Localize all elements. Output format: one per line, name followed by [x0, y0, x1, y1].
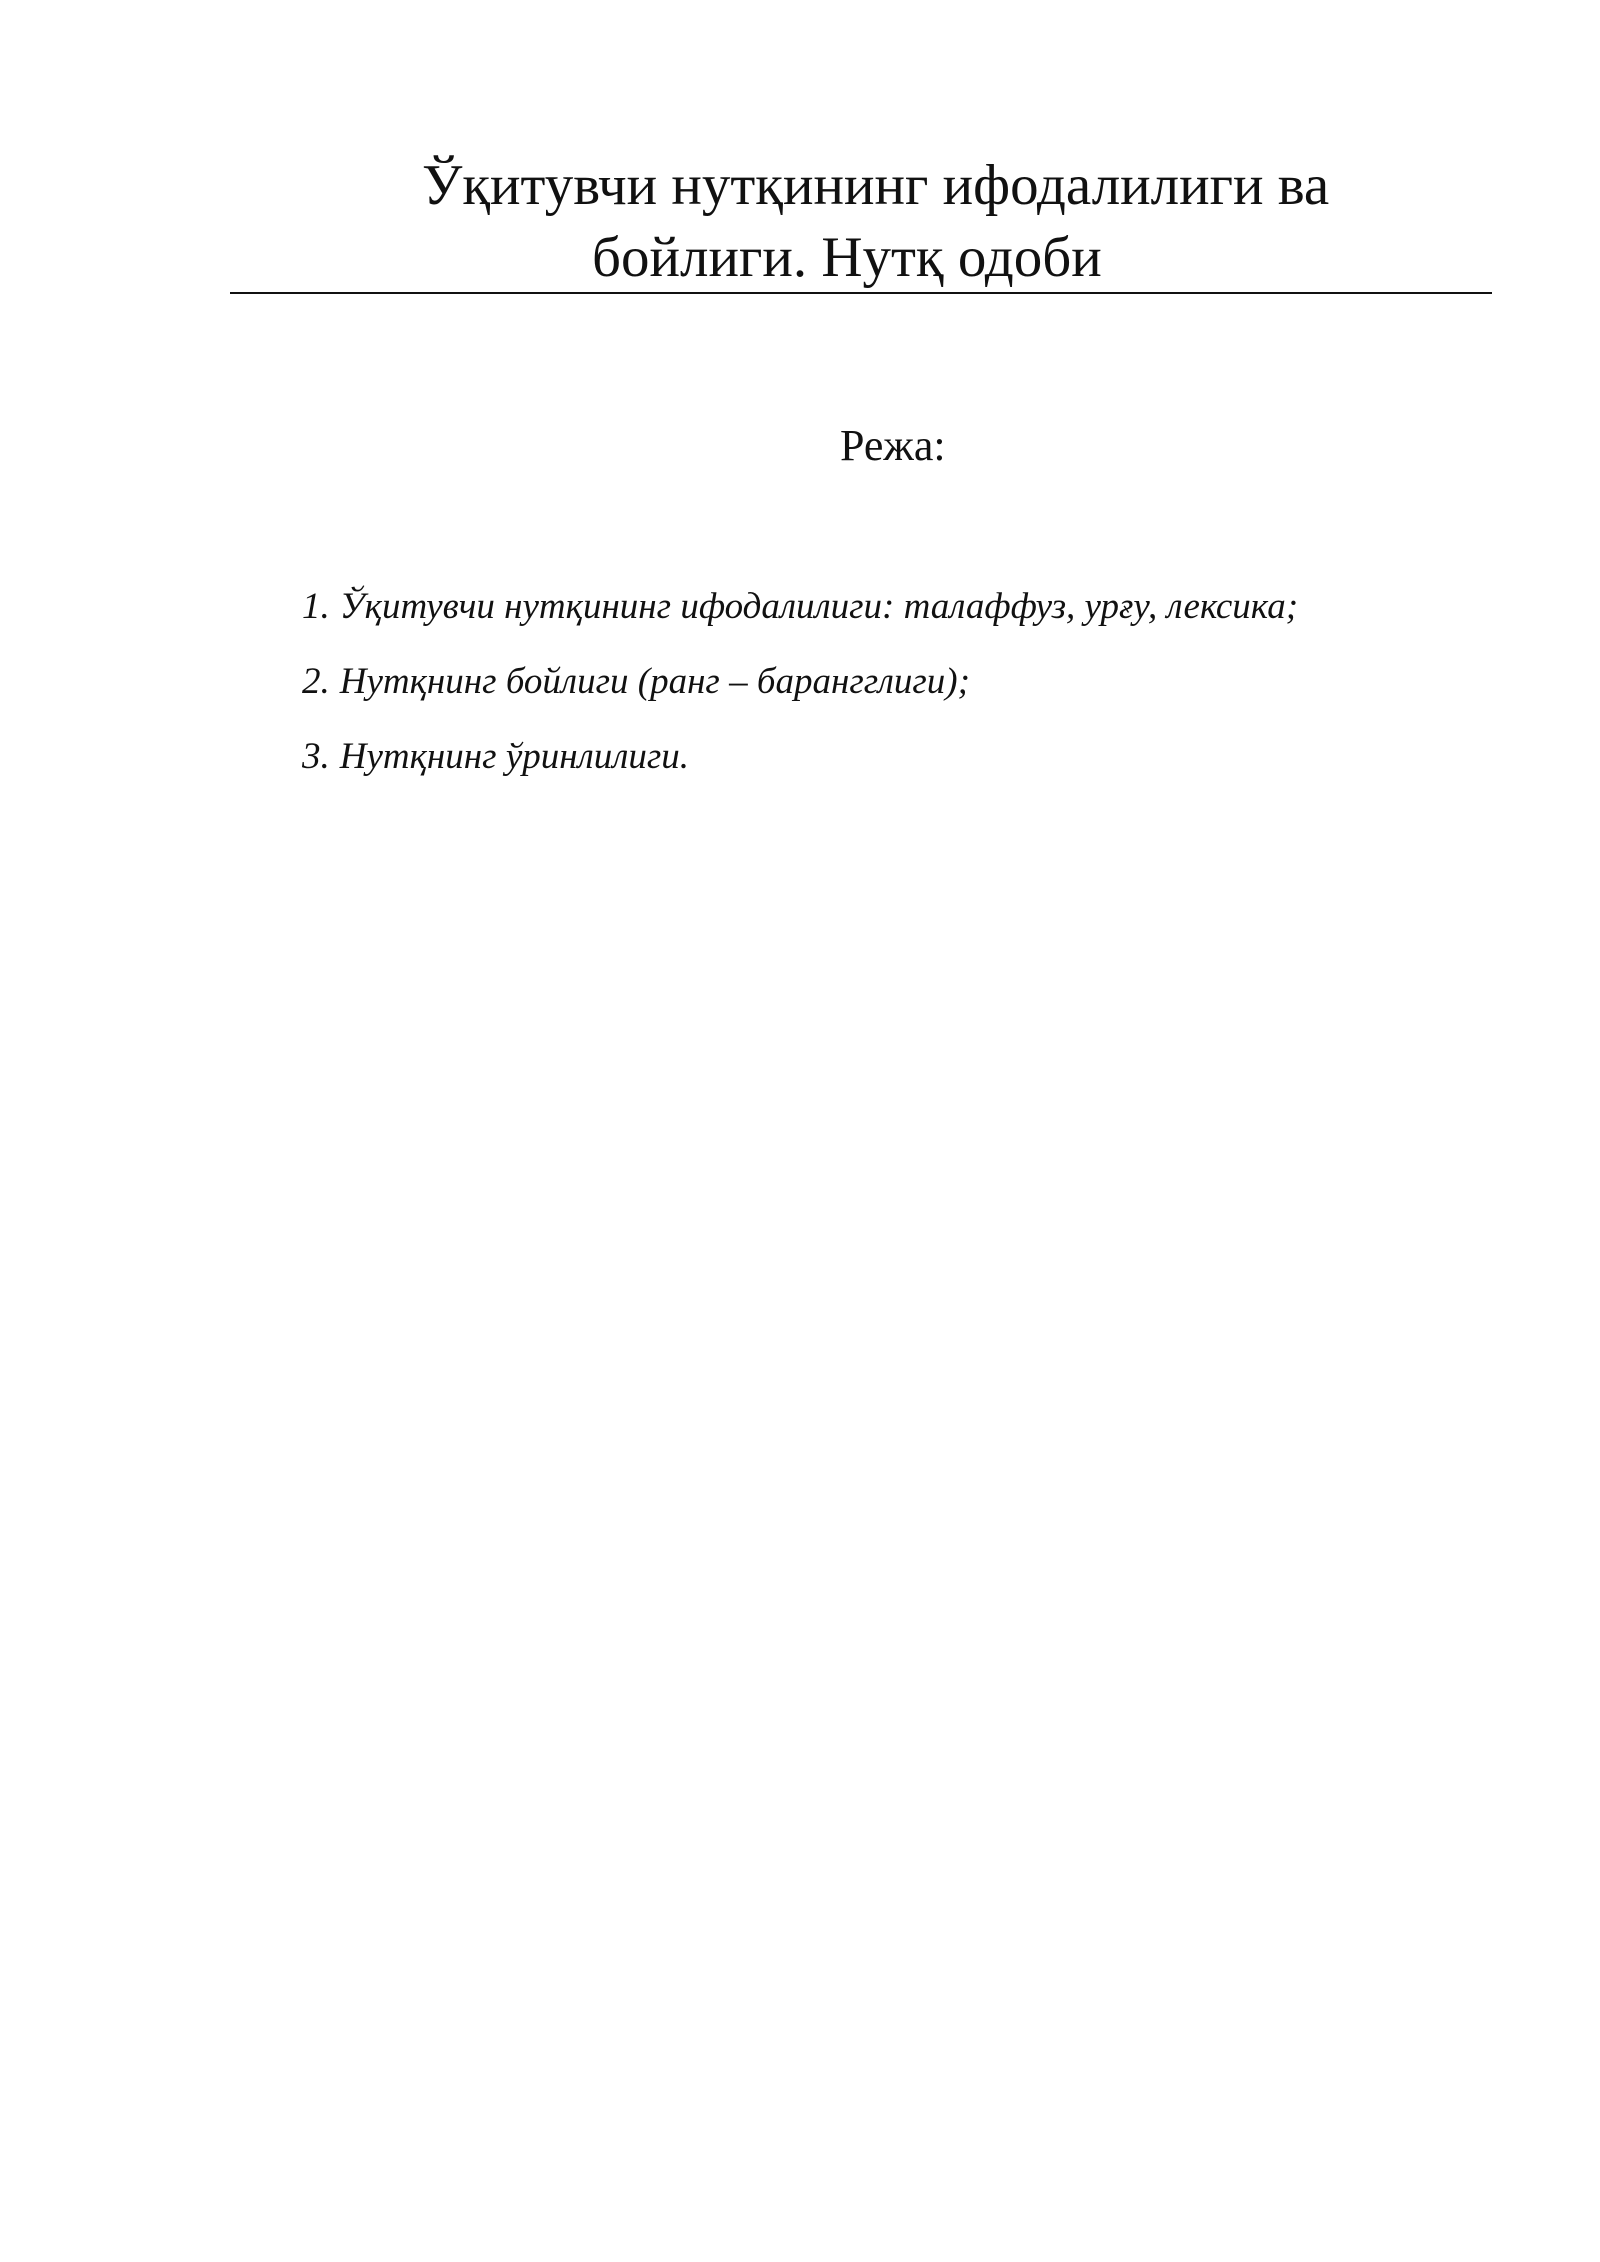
document-title [230, 150, 1492, 294]
plan-item-number: 3. [302, 736, 330, 777]
plan-heading: Режа: [840, 421, 946, 470]
plan-item [302, 585, 1298, 660]
plan-list [302, 585, 1298, 810]
plan-item [302, 735, 1298, 810]
plan-item-text: Нутқнинг ўринлилиги. [339, 736, 690, 777]
title-line-2: бойлиги. Нутқ одоби [592, 226, 1102, 289]
title-line-1: Ўқитувчи нутқининг ифодалилиги ва [422, 154, 1330, 217]
plan-item [302, 660, 1298, 735]
title-underline-divider [230, 292, 1492, 294]
plan-item-text: Ўқитувчи нутқининг ифодалилиги: талаффуз, урғу, лексика; [339, 586, 1299, 627]
plan-item-number: 2. [302, 661, 330, 702]
plan-item-text: Нутқнинг бойлиги (ранг – барангглиги); [339, 661, 970, 702]
plan-item-number: 1. [302, 586, 330, 627]
